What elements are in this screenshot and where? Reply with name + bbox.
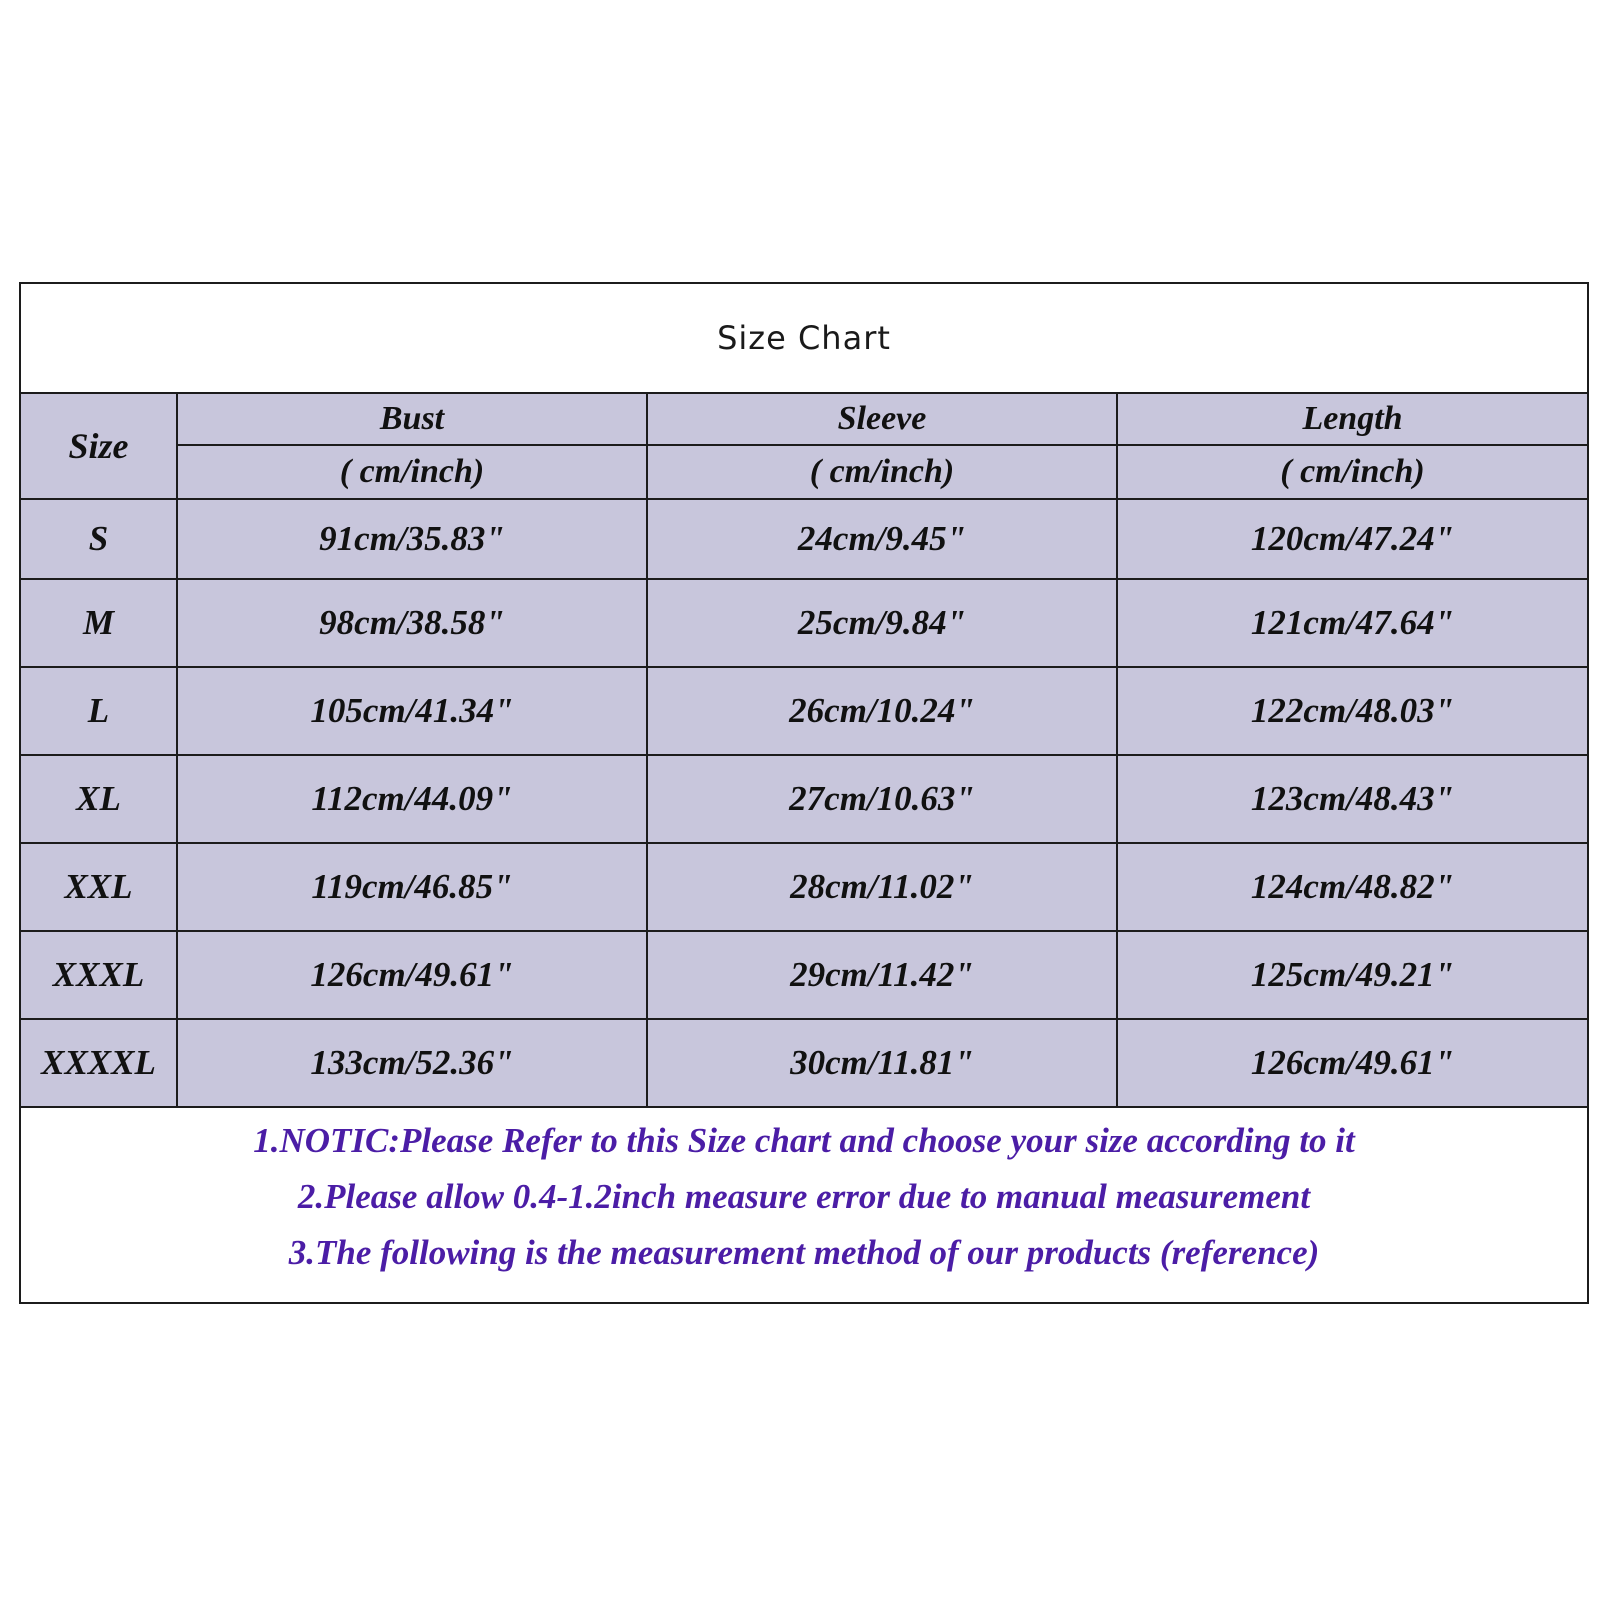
length-cell: 122cm/48.03" — [1117, 667, 1587, 755]
sleeve-cell: 26cm/10.24" — [647, 667, 1117, 755]
length-column-header: Length — [1117, 393, 1587, 445]
table-row — [21, 667, 1587, 755]
bust-column-header: Bust — [177, 393, 647, 445]
note-line-2: 2.Please allow 0.4-1.2inch measure error due to manual measurement — [297, 1177, 1311, 1216]
bust-cell: 105cm/41.34" — [177, 667, 647, 755]
length-cell: 120cm/47.24" — [1117, 499, 1587, 579]
sleeve-column-header: Sleeve — [647, 393, 1117, 445]
bust-cell: 112cm/44.09" — [177, 755, 647, 843]
size-cell: L — [21, 667, 177, 755]
bust-cell: 126cm/49.61" — [177, 931, 647, 1019]
size-cell: S — [21, 499, 177, 579]
size-table — [21, 392, 1587, 1108]
size-cell: XXXXL — [21, 1019, 177, 1107]
length-cell: 121cm/47.64" — [1117, 579, 1587, 667]
table-row — [21, 843, 1587, 931]
chart-title: Size Chart — [717, 319, 891, 357]
note-line-1: 1.NOTIC:Please Refer to this Size chart and choose your size according to it — [253, 1121, 1355, 1160]
sleeve-unit-label: ( cm/inch) — [647, 445, 1117, 499]
table-row — [21, 1019, 1587, 1107]
header-row-names — [21, 393, 1587, 445]
header-row-units — [21, 445, 1587, 499]
length-cell: 124cm/48.82" — [1117, 843, 1587, 931]
sleeve-cell: 29cm/11.42" — [647, 931, 1117, 1019]
bust-unit-label: ( cm/inch) — [177, 445, 647, 499]
bust-cell: 98cm/38.58" — [177, 579, 647, 667]
length-cell: 123cm/48.43" — [1117, 755, 1587, 843]
size-cell: XXXL — [21, 931, 177, 1019]
sleeve-cell: 24cm/9.45" — [647, 499, 1117, 579]
bust-cell: 133cm/52.36" — [177, 1019, 647, 1107]
length-cell: 125cm/49.21" — [1117, 931, 1587, 1019]
table-row — [21, 931, 1587, 1019]
table-row — [21, 755, 1587, 843]
table-row — [21, 499, 1587, 579]
size-cell: M — [21, 579, 177, 667]
sleeve-cell: 30cm/11.81" — [647, 1019, 1117, 1107]
size-cell: XXL — [21, 843, 177, 931]
sleeve-cell: 28cm/11.02" — [647, 843, 1117, 931]
notes-section — [21, 1103, 1587, 1302]
sleeve-cell: 27cm/10.63" — [647, 755, 1117, 843]
length-cell: 126cm/49.61" — [1117, 1019, 1587, 1107]
size-chart-frame — [19, 282, 1589, 1304]
table-row — [21, 579, 1587, 667]
size-column-header: Size — [21, 393, 177, 499]
bust-cell: 119cm/46.85" — [177, 843, 647, 931]
sleeve-cell: 25cm/9.84" — [647, 579, 1117, 667]
size-cell: XL — [21, 755, 177, 843]
note-line-3: 3.The following is the measurement method of our products (reference) — [288, 1233, 1320, 1272]
length-unit-label: ( cm/inch) — [1117, 445, 1587, 499]
bust-cell: 91cm/35.83" — [177, 499, 647, 579]
